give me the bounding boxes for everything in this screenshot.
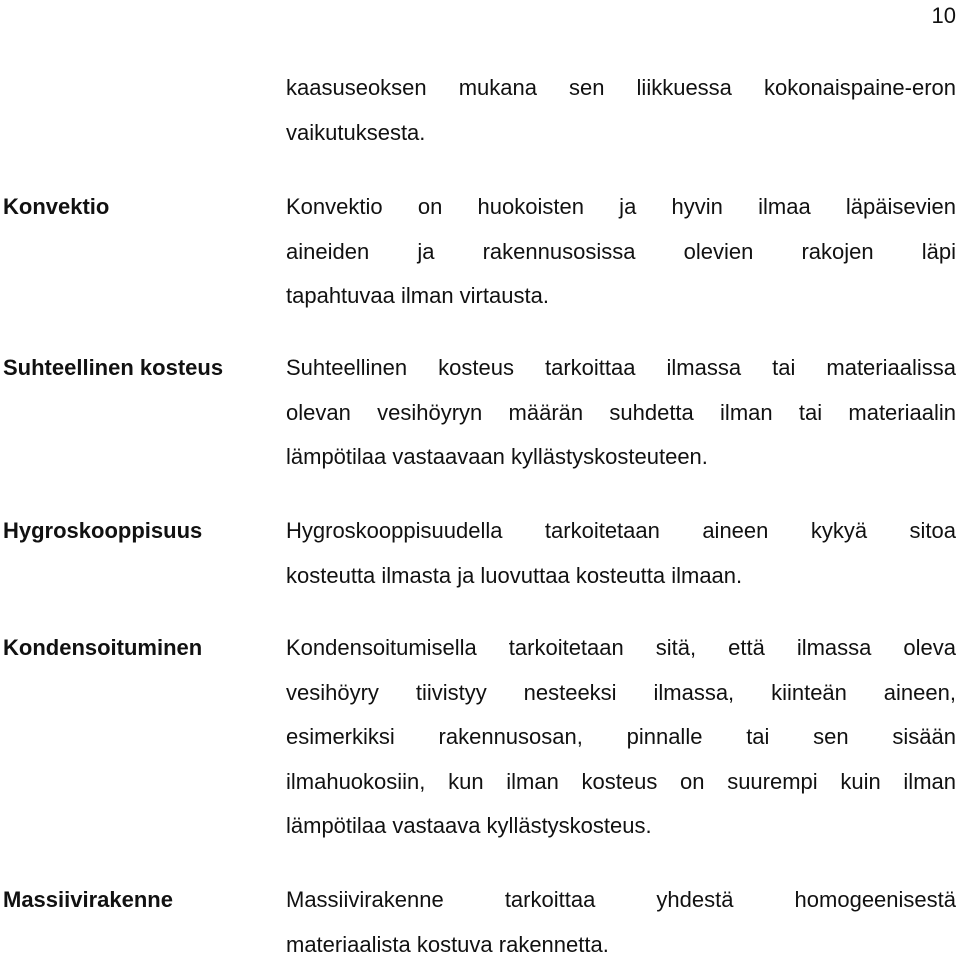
definition-line: esimerkiksi rakennusosan, pinnalle tai sen sisään [286,715,956,760]
term-label: Kondensoituminen [3,626,202,670]
definition-line: vesihöyry tiivistyy nesteeksi ilmassa, kiinteän aineen, [286,671,956,716]
definition-line: Massiivirakenne tarkoittaa yhdestä homogeenisestä [286,878,956,923]
term-label: Konvektio [3,185,109,229]
term-label: Massiivirakenne [3,878,173,922]
term-label: Suhteellinen kosteus [3,346,223,390]
definition-line: Suhteellinen kosteus tarkoittaa ilmassa tai materiaalissa [286,346,956,391]
definition-line: aineiden ja rakennusosissa olevien rakojen läpi [286,230,956,275]
definition-text [286,509,956,598]
definition-line: Konvektio on huokoisten ja hyvin ilmaa läpäisevien [286,185,956,230]
definition-line: materiaalista kostuva rakennetta. [286,923,956,967]
definition-text [286,346,956,480]
term-label: Hygroskooppisuus [3,509,202,553]
definition-line: lämpötilaa vastaava kyllästyskosteus. [286,804,956,849]
definition-line: ilmahuokosiin, kun ilman kosteus on suurempi kuin ilman [286,760,956,805]
definition-text [286,626,956,849]
definition-line: Hygroskooppisuudella tarkoitetaan aineen kykyä sitoa [286,509,956,554]
definition-text [286,185,956,319]
definition-line: Kondensoitumisella tarkoitetaan sitä, että ilmassa oleva [286,626,956,671]
definition-text [286,66,956,155]
definition-line: tapahtuvaa ilman virtausta. [286,274,956,319]
definition-line: olevan vesihöyryn määrän suhdetta ilman tai materiaalin [286,391,956,436]
definition-line: kaasuseoksen mukana sen liikkuessa kokonaispaine-eron [286,66,956,111]
definition-line: kosteutta ilmasta ja luovuttaa kosteutta ilmaan. [286,554,956,599]
definition-text [286,878,956,967]
definition-line: lämpötilaa vastaavaan kyllästyskosteuteen. [286,435,956,480]
page-number: 10 [932,2,956,30]
definition-line: vaikutuksesta. [286,111,956,156]
